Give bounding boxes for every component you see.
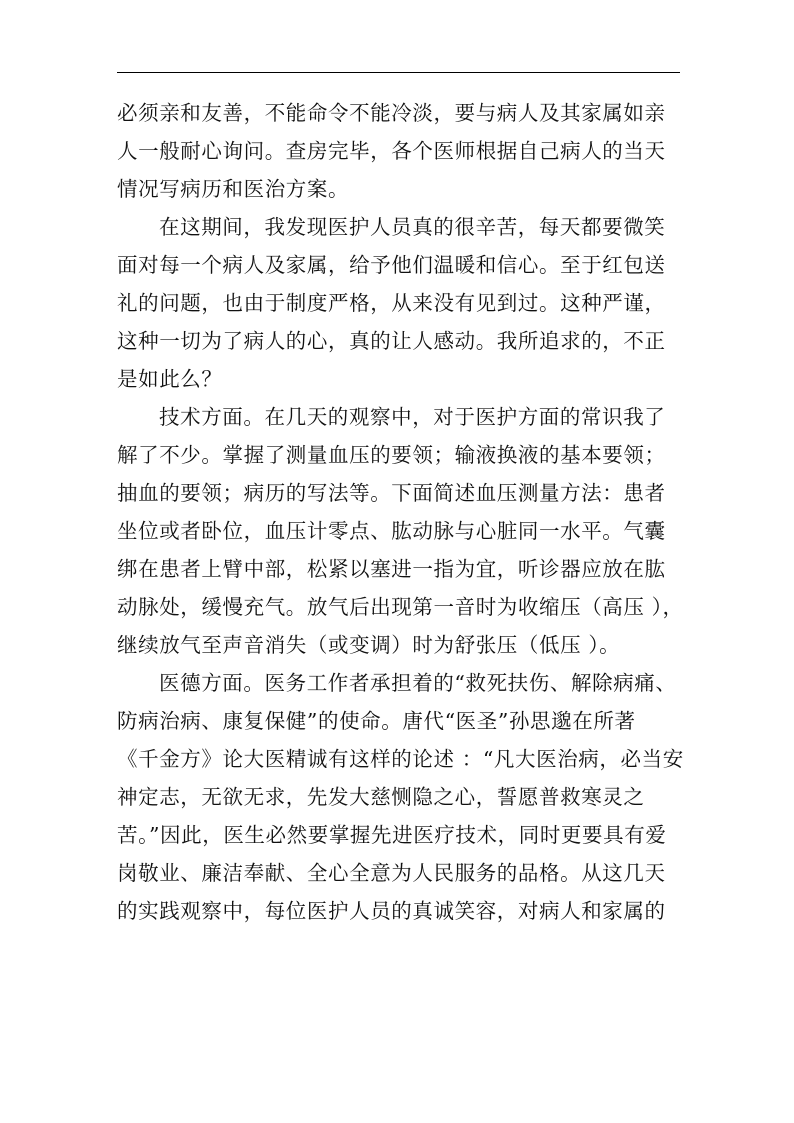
text-line: 礼的问题，也由于制度严格，从来没有见到过。这种严谨， [117, 291, 666, 315]
text-line: 解了不少。掌握了测量血压的要领；输液换液的基本要领； [117, 443, 666, 467]
text-line: 动脉处，缓慢充气。放气后出现第一音时为收缩压（高压 ）， [117, 595, 684, 619]
text-line: 必须亲和友善，不能命令不能冷淡，要与病人及其家属如亲 [117, 101, 666, 125]
text-line: 绑在患者上臂中部，松紧以塞进一指为宜，听诊器应放在肱 [117, 557, 666, 581]
text-line: 岗敬业、廉洁奉献、全心全意为人民服务的品格。从这几天 [117, 861, 666, 885]
text-line: 技术方面。在几天的观察中，对于医护方面的常识我了 [159, 405, 666, 429]
text-line: 防病治病、康复保健”的使命。唐代“医圣”孙思邈在所著 [117, 709, 636, 733]
text-line: 苦。”因此，医生必然要掌握先进医疗技术，同时更要具有爱 [117, 823, 667, 847]
header-rule [117, 72, 680, 73]
text-line: 《千金方》论大医精诚有这样的论述 ：“凡大医治病，必当安 [117, 747, 684, 771]
text-line: 医德方面。医务工作者承担着的“救死扶伤、解除病痛、 [159, 671, 677, 695]
text-line: 人一般耐心询问。查房完毕，各个医师根据自己病人的当天 [117, 139, 666, 163]
text-line: 情况写病历和医治方案。 [117, 177, 350, 201]
text-line: 神定志，无欲无求，先发大慈恻隐之心，誓愿普救寒灵之 [117, 785, 645, 809]
text-line: 这种一切为了病人的心，真的让人感动。我所追求的，不正 [117, 329, 666, 353]
text-line: 在这期间，我发现医护人员真的很辛苦，每天都要微笑 [159, 215, 666, 239]
text-line: 继续放气至声音消失（或变调）时为舒张压（低压 ）。 [117, 633, 621, 657]
text-line: 抽血的要领；病历的写法等。下面简述血压测量方法：患者 [117, 481, 666, 505]
text-line: 坐位或者卧位，血压计零点、肱动脉与心脏同一水平。气囊 [117, 519, 666, 543]
text-line: 面对每一个病人及家属，给予他们温暖和信心。至于红包送 [117, 253, 666, 277]
text-line: 是如此么？ [117, 367, 223, 391]
text-line: 的实践观察中，每位医护人员的真诚笑容，对病人和家属的 [117, 899, 666, 923]
document-body [117, 94, 687, 930]
